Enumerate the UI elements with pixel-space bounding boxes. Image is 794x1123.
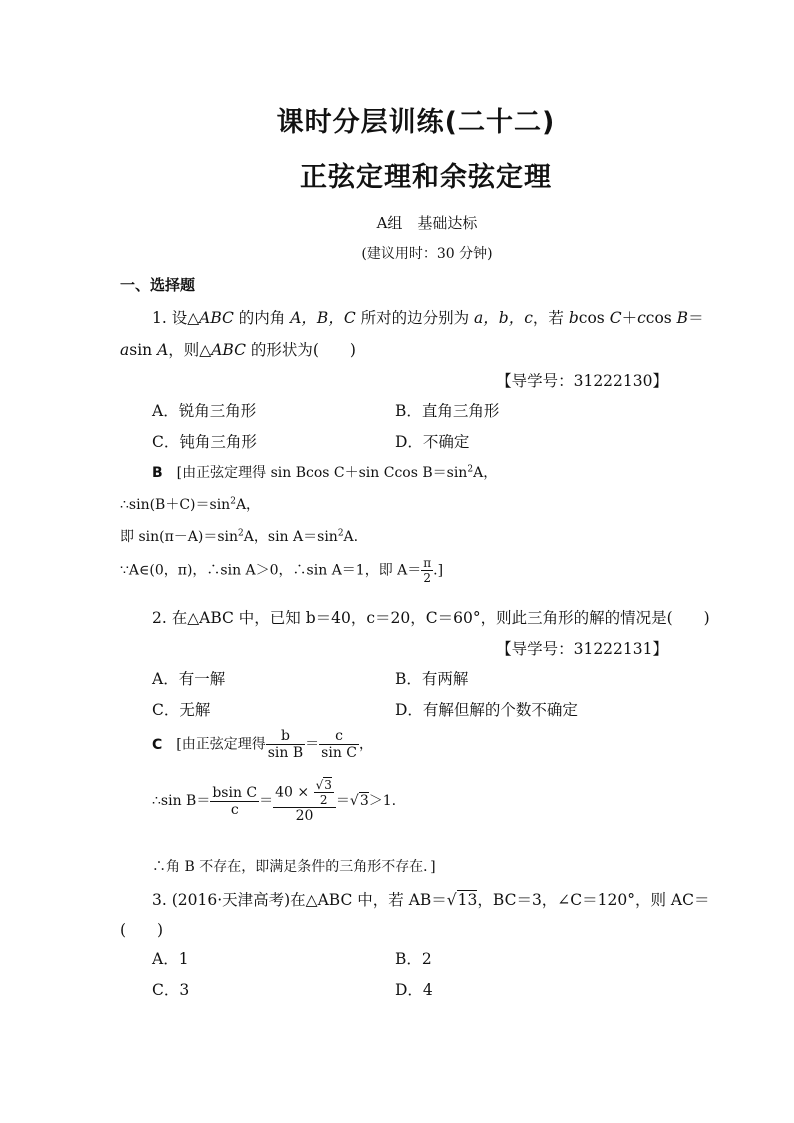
q1-stem-line2: asin A，则△ABC 的形状为( ) [120,341,356,359]
page-subtitle: 正弦定理和余弦定理 [300,162,552,193]
q2-stem: 2. 在△ABC 中，已知 b＝40，c＝20，C＝60°，则此三角形的解的情况是( ) [152,609,710,627]
q2-option-c: C．无解 [152,701,211,719]
q1-option-d: D．不确定 [395,433,470,451]
q2-solution-line2: ∴sin B＝ $\frac{\text{bsin C}}{c}$ ＝ 40 × $\frac{√3}{2}$ 20 ＝√3＞1. [152,778,397,824]
section-heading: 一、选择题 [120,276,196,294]
q3-option-a: A．1 [152,950,189,968]
q3-option-c: C．3 [152,981,190,999]
q3-option-b: B．2 [395,950,432,968]
page-title: 课时分层训练(二十二) [276,107,556,138]
q1-solution-line2: $\therefore\sin(B+C)=\sin^2A$， [120,496,261,513]
q3-stem-line1: 3. (2016·天津高考)在△ABC 中，若 AB＝√13，BC＝3，∠C＝120°，则 AC＝ [152,891,710,909]
q2-option-d: D．有解但解的个数不确定 [395,701,578,719]
q3-option-d: D．4 [395,981,433,999]
q1-option-a: A．锐角三角形 [152,402,257,420]
q3-stem-line2: ( ) [120,921,164,939]
time-hint: (建议用时：30 分钟) [361,246,493,262]
q1-answer: B [152,465,163,481]
q2-solution-line1: C [由正弦定理得 $\frac{b}{\text{sin B}}$ ＝ $\frac{c}{\text{sin C}}$ ， [152,728,374,761]
q2-option-b: B．有两解 [395,670,469,688]
q2-solution-line3: ∴角 B 不存在，即满足条件的三角形不存在．] [152,859,436,875]
q2-option-a: A．有一解 [152,670,226,688]
group-label: A组 基础达标 [376,214,478,232]
q1-solution-line1: B [由正弦定理得 sin Bcos C＋sin Ccos $B=\sin^2A$， [152,464,498,481]
q1-option-c: C．钝角三角形 [152,433,257,451]
q2-answer: C [152,736,163,753]
q1-stem-line1: 1. 设△ABC 的内角 A，B，C 所对的边分别为 a，b，c，若 bcos C＋ccos B＝ [152,309,704,327]
q1-reference: 【导学号：31222130】 [496,372,668,390]
q1-option-b: B．直角三角形 [395,402,500,420]
q2-reference: 【导学号：31222131】 [496,640,668,658]
q1-solution-line3: 即 $\sin(\pi-A)=\sin^2A$，$\sin A=\sin^2A$. [120,528,359,545]
q1-solution-line4: ∵A∈(0，π)，∴sin A＞0，∴sin A＝1，即 A＝ $\frac{\pi}{2}$ .] [120,556,444,585]
